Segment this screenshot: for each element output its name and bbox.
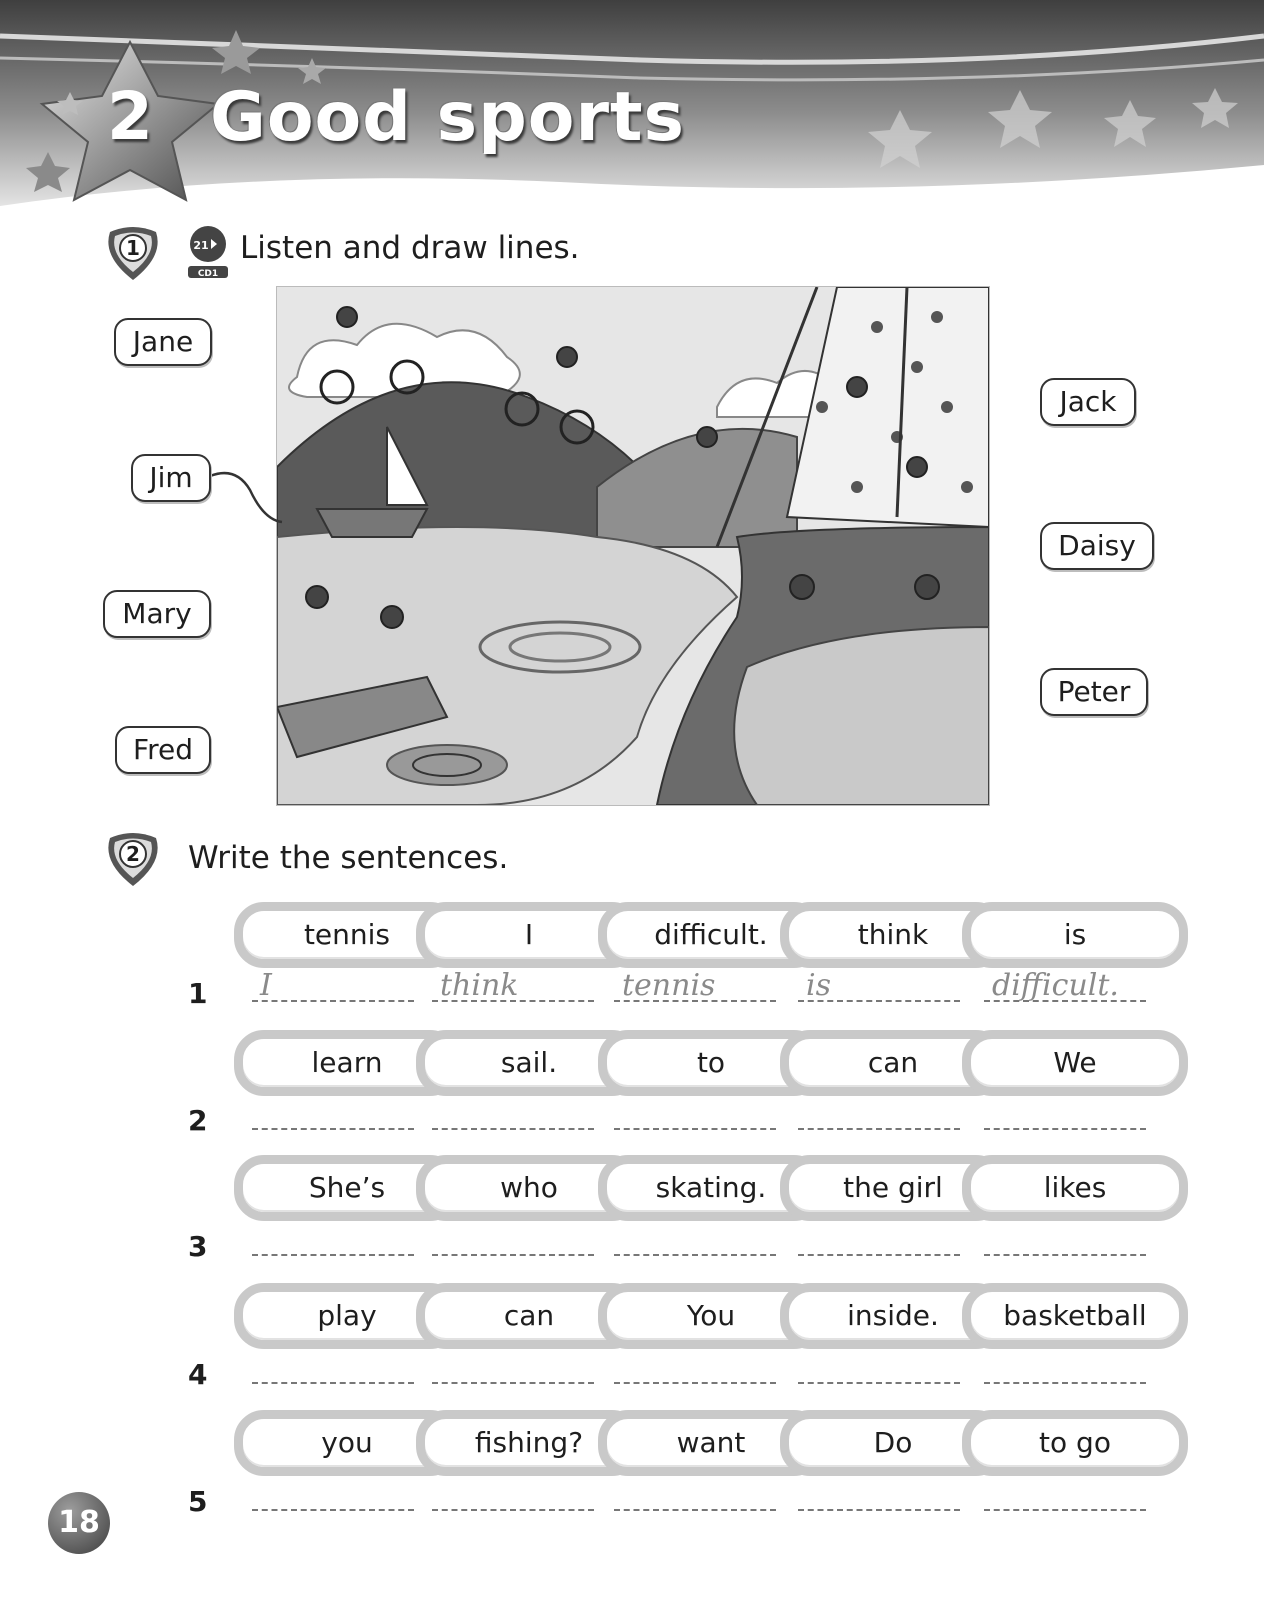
answer-field[interactable] (614, 1096, 776, 1130)
answer-field[interactable] (614, 1350, 776, 1384)
chain-word: We (962, 1030, 1188, 1096)
word-chain-2 (234, 1030, 1172, 1096)
answer-field[interactable] (798, 1350, 960, 1384)
answer-field[interactable] (252, 1477, 414, 1511)
name-label-fred[interactable]: Fred (115, 726, 211, 774)
name-label-mary[interactable]: Mary (103, 590, 211, 638)
chain-word: sail. (416, 1030, 642, 1096)
chain-word: think (780, 902, 1006, 968)
chain-word: I (416, 902, 642, 968)
chain-word: difficult. (598, 902, 824, 968)
answer-field[interactable] (614, 1222, 776, 1256)
exercise-1-number: 1 (126, 236, 140, 260)
chain-word: want (598, 1410, 824, 1476)
answer-field[interactable] (798, 1477, 960, 1511)
word-chain-3 (234, 1155, 1172, 1221)
word-chain-1 (234, 902, 1172, 968)
chain-word: inside. (780, 1283, 1006, 1349)
answer-field[interactable]: difficult. (984, 968, 1146, 1002)
word-chain-4 (234, 1283, 1172, 1349)
name-label-daisy[interactable]: Daisy (1040, 522, 1154, 570)
row-number: 4 (188, 1358, 208, 1391)
answer-field[interactable] (432, 1350, 594, 1384)
chain-word: skating. (598, 1155, 824, 1221)
answer-field[interactable] (614, 1477, 776, 1511)
cd-label: CD1 (197, 269, 219, 279)
chain-word: to (598, 1030, 824, 1096)
chain-word: learn (234, 1030, 460, 1096)
answer-field[interactable] (252, 1096, 414, 1130)
name-label-peter[interactable]: Peter (1040, 668, 1148, 716)
chain-word: She’s (234, 1155, 460, 1221)
chain-word: who (416, 1155, 642, 1221)
answer-field[interactable] (252, 1222, 414, 1256)
row-number: 5 (188, 1485, 208, 1518)
chain-word: basketball (962, 1283, 1188, 1349)
unit-number: 2 (107, 78, 153, 155)
exercise-1-badge (102, 222, 164, 284)
chain-word: is (962, 902, 1188, 968)
chain-word: likes (962, 1155, 1188, 1221)
answer-field[interactable] (798, 1222, 960, 1256)
name-label-jim[interactable]: Jim (131, 454, 211, 502)
sports-park-illustration (276, 286, 990, 806)
exercise-2-instruction: Write the sentences. (188, 840, 509, 876)
chain-word: can (780, 1030, 1006, 1096)
answer-field[interactable] (432, 1222, 594, 1256)
row-number: 1 (188, 977, 208, 1010)
name-label-jack[interactable]: Jack (1040, 378, 1136, 426)
chain-word: can (416, 1283, 642, 1349)
answer-field[interactable] (984, 1350, 1146, 1384)
row-number: 3 (188, 1230, 208, 1263)
chain-word: you (234, 1410, 460, 1476)
chain-word: to go (962, 1410, 1188, 1476)
exercise-2-badge (102, 828, 164, 890)
answer-field[interactable] (798, 1096, 960, 1130)
example-connecting-line (206, 460, 286, 540)
chain-word: the girl (780, 1155, 1006, 1221)
row-number: 2 (188, 1104, 208, 1137)
chain-word: You (598, 1283, 824, 1349)
exercise-2-number: 2 (126, 842, 140, 866)
answer-field[interactable]: is (798, 968, 960, 1002)
answer-field[interactable]: think (432, 968, 594, 1002)
answer-field[interactable] (984, 1477, 1146, 1511)
answer-field[interactable]: I (252, 968, 414, 1002)
word-chain-5 (234, 1410, 1172, 1476)
exercise-1-instruction: Listen and draw lines. (240, 230, 580, 266)
chain-word: play (234, 1283, 460, 1349)
answer-field[interactable] (984, 1222, 1146, 1256)
answer-field[interactable] (252, 1350, 414, 1384)
audio-track-icon[interactable] (187, 224, 229, 280)
name-label-jane[interactable]: Jane (114, 318, 212, 366)
answer-field[interactable]: tennis (614, 968, 776, 1002)
unit-title: Good sports (210, 78, 685, 157)
track-number: 21 (193, 239, 209, 252)
chain-word: Do (780, 1410, 1006, 1476)
chain-word: tennis (234, 902, 460, 968)
answer-field[interactable] (984, 1096, 1146, 1130)
page-number: 18 (48, 1492, 110, 1554)
answer-field[interactable] (432, 1096, 594, 1130)
answer-field[interactable] (432, 1477, 594, 1511)
chain-word: fishing? (416, 1410, 642, 1476)
